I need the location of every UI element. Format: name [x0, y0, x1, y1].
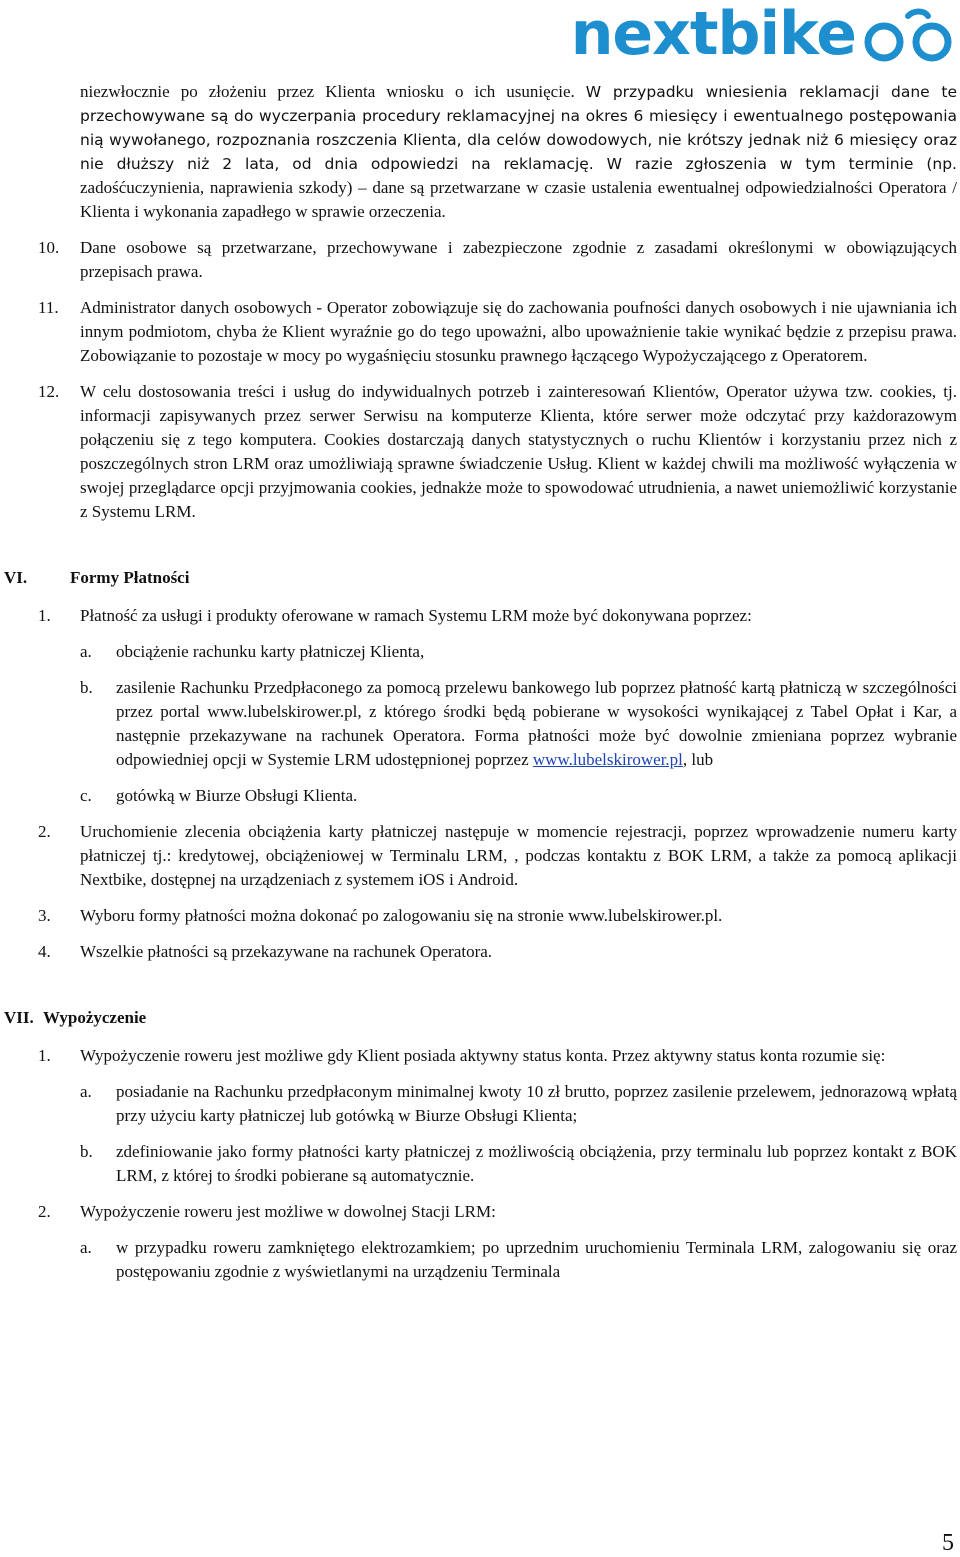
intro-paragraph: niezwłocznie po złożeniu przez Klienta wniosku o ich usunięcie. W przypadku wniesienia reklamacji dane te przechowywane są do wyczerpania procedury reklamacyjnej na okres 6 miesięcy i ewentualnego postępowania nią wywołanego, rozpoznania roszczenia Klienta, dla celów dowodowych, nie krótszy jednak niż 6 miesięcy oraz nie dłuższy niż 2 lata, od dnia odpowiedzi na reklamację. W razie zgłoszenia w tym terminie (np. zadośćuczynienia, naprawienia szkody) – dane są przetwarzane w czasie ustalenia ewentualnej odpowiedzialności Operatora / Klienta i wykonania zapadłego w sprawie orzeczenia. — [80, 82, 958, 221]
bike-icon — [862, 6, 954, 62]
sub-item: b. zdefiniowanie jako formy płatności karty płatniczej z możliwością obciążenia, przy terminalu lub poprzez kontakt z BOK LRM, z której to środki pobierane są automatycznie. — [80, 1142, 957, 1185]
list-item: 12. W celu dostosowania treści i usług do indywidualnych potrzeb i zainteresowań Klientów, Operator używa tzw. cookies, tj. informacji zapisywanych przez serwer Serwisu na komputerze Klienta, które serwer może odczytać przy każdorazowym połączeniu się z tego komputera. Cookies dostarczają danych statystycznych o ruchu Klientów i korzystaniu przez nich z poszczególnych stron LRM oraz umożliwiają sprawne świadczenie Usług. Klient w każdej chwili ma możliwość wyłączenia w swojej przeglądarce opcji przyjmowania cookies, jednakże może to spowodować utrudnienia, a nawet uniemożliwić korzystanie z Systemu LRM. — [38, 382, 957, 521]
section-heading-vii: VII. Wypożyczenie — [4, 1008, 147, 1027]
page-number: 5 — [942, 1530, 954, 1556]
list-item: 1. Płatność za usługi i produkty oferowane w ramach Systemu LRM może być dokonywana poprzez: — [38, 606, 752, 625]
sub-item: a. posiadanie na Rachunku przedpłaconym minimalnej kwoty 10 zł brutto, poprzez zasilenie przelewem, jednorazową wpłatą przy użyciu karty płatniczej lub gotówką w Biurze Obsługi Klienta; — [80, 1082, 957, 1125]
list-item: 1. Wypożyczenie roweru jest możliwe gdy Klient posiada aktywny status konta. Przez aktywny status konta rozumie się: — [38, 1046, 886, 1065]
list-item: 10. Dane osobowe są przetwarzane, przechowywane i zabezpieczone zgodnie z zasadami określonymi w obowiązujących przepisach prawa. — [38, 238, 957, 281]
list-item: 3. Wyboru formy płatności można dokonać po zalogowaniu się na stronie www.lubelskirower.pl. — [38, 906, 723, 925]
sub-item: a. w przypadku roweru zamkniętego elektrozamkiem; po uprzednim uruchomieniu Terminala LRM, zalogowaniu się oraz postępowaniu zgodnie z wyświetlanymi na urządzeniu Terminala — [80, 1238, 957, 1281]
lubelskirower-link[interactable]: www.lubelskirower.pl — [532, 750, 683, 769]
logo-wordmark: nextbike — [570, 0, 856, 69]
sub-item: b. zasilenie Rachunku Przedpłaconego za pomocą przelewu bankowego lub poprzez płatność kartą płatniczą w szczególności przez portal www.lubelskirower.pl, z którego środki będą pobierane w wysokości wynikającej z Tabel Opłat i Kar, a następnie przekazywane na rachunek Operatora. Forma płatności może być dowolnie zmieniana poprzez wybranie odpowiedniej opcji w Systemie LRM udostępnionej poprzez www.lubelskirower.pl, lub — [80, 678, 957, 769]
list-item: 2. Wypożyczenie roweru jest możliwe w dowolnej Stacji LRM: — [38, 1202, 496, 1221]
section-heading-vi: VI. Formy Płatności — [4, 568, 190, 587]
list-item: 11. Administrator danych osobowych - Operator zobowiązuje się do zachowania poufności danych osobowych i nie ujawniania ich innym podmiotom, chyba że Klient wyraźnie go do tego upoważni, albo upoważnienie takie wynikać będzie z przepisu prawa. Zobowiązanie to pozostaje w mocy po wygaśnięciu stosunku prawnego łączącego Wypożyczającego z Operatorem. — [38, 298, 957, 365]
list-item: 2. Uruchomienie zlecenia obciążenia karty płatniczej następuje w momencie rejestracji, poprzez wprowadzenie numeru karty płatniczej tj.: kredytowej, obciążeniowej w Terminalu LRM, , podczas kontaktu z BOK LRM, a także za pomocą aplikacji Nextbike, dostępnej na urządzeniach z systemem iOS i Android. — [38, 822, 957, 889]
nextbike-logo — [570, 0, 954, 69]
document-body — [4, 80, 958, 1296]
sub-item: a. obciążenie rachunku karty płatniczej Klienta, — [80, 642, 425, 661]
list-item: 4. Wszelkie płatności są przekazywane na rachunek Operatora. — [38, 942, 493, 961]
sub-item: c. gotówką w Biurze Obsługi Klienta. — [80, 786, 358, 805]
